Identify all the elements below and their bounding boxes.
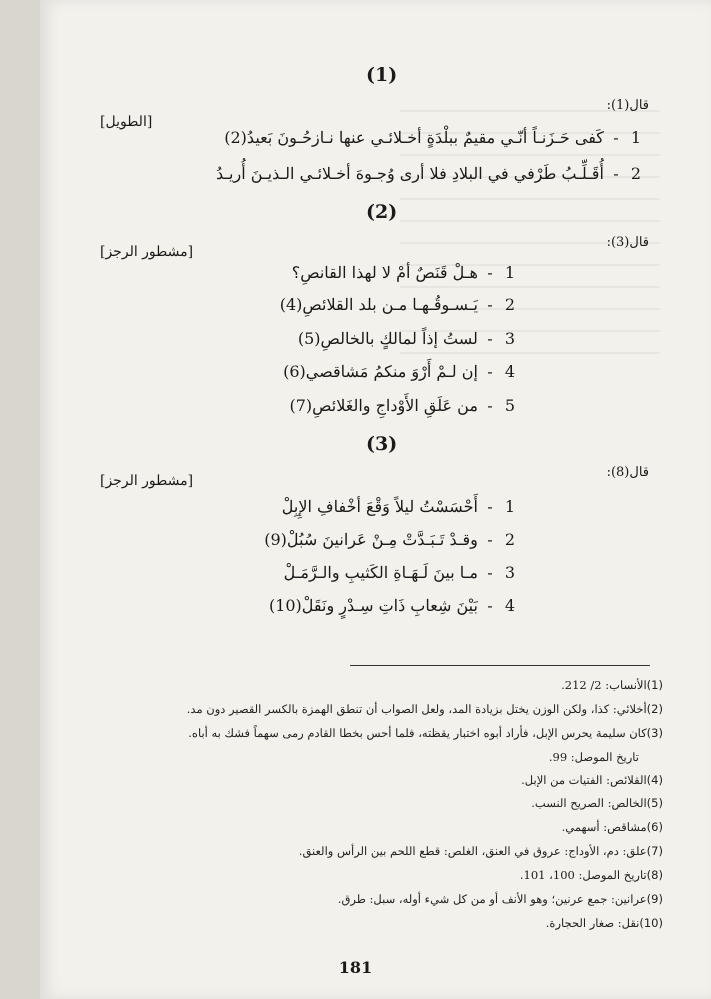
verse-text: أَحْسَسْتُ ليلاً وَقْعَ أخْفافِ الإِبِلْ <box>281 497 478 516</box>
qal-label-1: قال(1): <box>606 98 649 113</box>
footnote-text: الخالص: الصريح النسب. <box>531 796 647 810</box>
verse-3-3 <box>284 563 523 582</box>
section-number-1: (1) <box>366 64 398 86</box>
footnote-6 <box>562 820 663 834</box>
verse-text: هـلْ قَنَصٌ أمْ لا لهذا القانصِ؟ <box>291 263 478 282</box>
footnote-text: عرانين: جمع عرنين؛ وهو الأنف أو من كل شيء أوله، سبل: طرق. <box>337 892 647 906</box>
verse-dash: - <box>613 164 619 183</box>
page-number: 181 <box>338 958 373 977</box>
verse-dash: - <box>487 563 493 582</box>
footnote-text: تاريخ الموصل: 100، 101. <box>519 868 647 882</box>
meter-label-2: [مشطور الرجز] <box>100 244 194 260</box>
meter-label-1: [الطويل] <box>100 114 153 130</box>
verse-dash: - <box>487 596 493 615</box>
footnote-text: أخلائي: كذا، ولكن الوزن يختل بزيادة المد، ولعل الصواب أن تنطق الهمزة بالكسر القصير دون مد. <box>186 702 647 716</box>
footnote-4 <box>521 773 663 787</box>
footnote-text: مشاقص: أسهمي. <box>561 820 647 834</box>
verse-2-1 <box>292 263 523 282</box>
verse-2-5 <box>289 396 523 415</box>
verse-dash: - <box>613 128 619 147</box>
footnote-number: (7) <box>646 844 663 858</box>
verse-text: إن لـمْ أَرْوَ منكمُ مَشاقصي(6) <box>283 362 478 381</box>
footnote-8 <box>520 868 663 882</box>
footnote-number: (6) <box>646 820 663 834</box>
verse-3-4 <box>269 596 523 615</box>
verse-2-2 <box>280 295 523 314</box>
footnote-number: (5) <box>646 796 663 810</box>
footnote-number: (3) <box>646 726 663 740</box>
footnote-text: الأنساب: 2/ 212. <box>561 678 647 692</box>
verse-3-2 <box>264 530 523 549</box>
verse-2-4 <box>283 362 523 381</box>
verse-dash: - <box>487 530 493 549</box>
verse-number: 4 <box>504 362 516 381</box>
footnote-number: (9) <box>646 892 663 906</box>
verse-dash: - <box>487 295 493 314</box>
section-number-3: (3) <box>366 433 398 455</box>
verse-number: 5 <box>504 396 516 415</box>
verse-number: 1 <box>504 263 516 282</box>
verse-number: 1 <box>630 128 642 147</box>
footnote-text: تاريخ الموصل: 99. <box>548 750 639 764</box>
verse-text: أُقَـلِّـبُ طَرْفي في البلادِ فلا أرى وُجـوهَ أخـلائـي الـذيـنَ أُريـدُ <box>215 164 604 183</box>
verse-text: بَيْنَ شِعابِ ذَاتِ سِـدْرٍ ونَقَلْ(10) <box>268 596 478 615</box>
footnote-number: (8) <box>646 868 663 882</box>
footnote-number: (10) <box>639 916 663 930</box>
footnote-1 <box>561 678 663 692</box>
footnote-7 <box>299 844 663 858</box>
footnote-text: علق: دم، الأوداج: عروق في العنق، الغلص: قطع اللحم بين الرأس والعنق. <box>298 844 647 858</box>
verse-number: 1 <box>504 497 516 516</box>
verse-1-2 <box>89 164 649 183</box>
verse-number: 3 <box>504 329 516 348</box>
verse-text: من عَلَقِ الأَوْداجِ والغَلائصِ(7) <box>289 396 478 415</box>
verse-dash: - <box>487 497 493 516</box>
verse-text: لستُ إذاً لمالكٍ بالخالصِ(5) <box>297 329 478 348</box>
verse-1-1 <box>89 128 649 147</box>
verse-text: كَفى حَـزَنـاً أنّـي مقيمٌ ببلْدَةٍ أخـلائـي عنها نـازحُـونَ بَعيدُ(2) <box>224 128 604 147</box>
footnote-text: القلائص: الفتيات من الإبل. <box>521 773 647 787</box>
footnote-text: كان سليمة يحرس الإبل، فأراد أبوه اختبار يقظته، فلما أحس بخطا القادم رمى سهماً فشك به أباه. <box>188 726 647 740</box>
footnote-text: نقل: صغار الحجارة. <box>545 916 640 930</box>
verse-number: 4 <box>504 596 516 615</box>
verse-2-3 <box>298 329 523 348</box>
verse-text: مـا بينَ لَـهَـاةِ الكَثيبِ والـرَّمَـلْ <box>283 563 478 582</box>
footnote-5 <box>531 796 663 810</box>
footnote-2 <box>187 702 663 716</box>
footnote-number: (4) <box>646 773 663 787</box>
footnote-divider <box>350 665 650 666</box>
verse-text: وقـدْ تَـبَـدَّتْ مِـنْ عَرانينَ سُبُلْ(9) <box>264 530 478 549</box>
qal-label-3: قال(8): <box>606 465 649 480</box>
verse-number: 3 <box>504 563 516 582</box>
verse-number: 2 <box>504 295 516 314</box>
verse-number: 2 <box>504 530 516 549</box>
footnote-10 <box>546 916 663 930</box>
section-number-2: (2) <box>366 201 398 223</box>
footnote-3 <box>188 726 663 740</box>
meter-label-3: [مشطور الرجز] <box>100 473 194 489</box>
footnote-9 <box>338 892 663 906</box>
verse-number: 2 <box>630 164 642 183</box>
verse-dash: - <box>487 329 493 348</box>
verse-dash: - <box>487 263 493 282</box>
verse-3-1 <box>282 497 523 516</box>
qal-label-2: قال(3): <box>606 235 649 250</box>
verse-dash: - <box>487 362 493 381</box>
footnote-number: (1) <box>646 678 663 692</box>
verse-text: يَـسـوقُـهـا مـن بلد القلائصِ(4) <box>279 295 478 314</box>
footnote-3-cont <box>549 750 639 764</box>
verse-dash: - <box>487 396 493 415</box>
footnote-number: (2) <box>646 702 663 716</box>
